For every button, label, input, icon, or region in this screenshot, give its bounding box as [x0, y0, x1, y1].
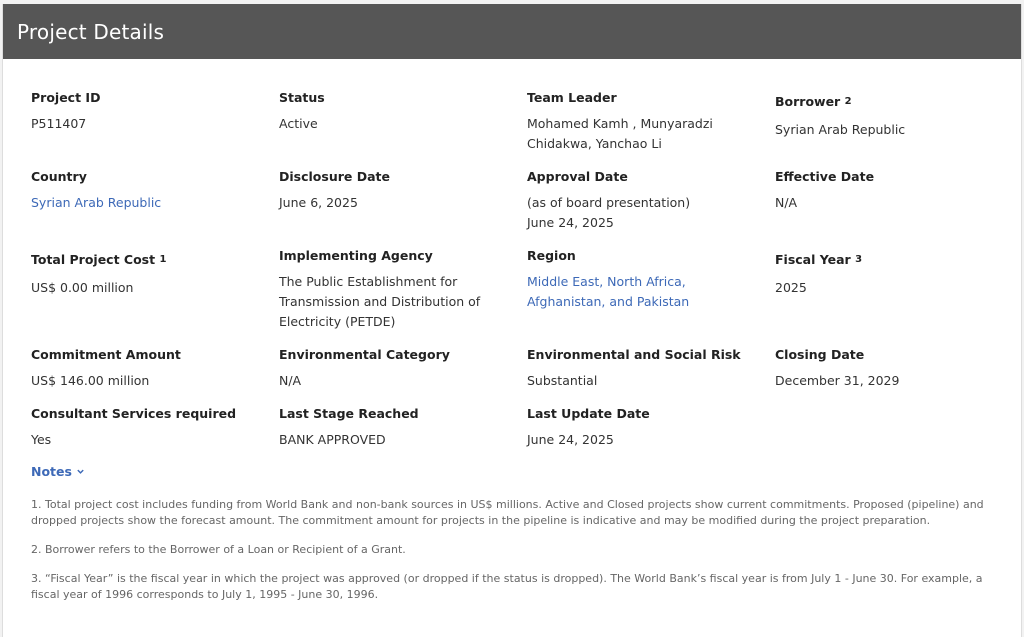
field-label: Status [279, 90, 325, 105]
field-value: Active [279, 116, 318, 131]
field-label: Region [527, 248, 576, 263]
field-country [31, 168, 271, 213]
field-status [279, 89, 519, 134]
approval-date-value: June 24, 2025 [527, 215, 614, 230]
field-effective-date [775, 168, 1015, 213]
field-label: Effective Date [775, 169, 875, 184]
field-label: Closing Date [775, 347, 865, 362]
field-env-social-risk [527, 346, 767, 391]
field-value: June 24, 2025 [527, 432, 614, 447]
note-item: 1. Total project cost includes funding from World Bank and non-bank sources in US$ millions. Active and Closed projects show current commitments. Proposed (pipeline) and dropped projects show the forecast amount. The commitment amount for projects in the pipeline is indicative and may be modified during the project preparation. [31, 498, 984, 527]
field-last-update [527, 405, 767, 450]
field-label: Country [31, 169, 87, 184]
field-label: Consultant Services required [31, 406, 237, 421]
field-value: The Public Establishment for Transmission and Distribution of Electricity (PETDE) [279, 274, 481, 329]
field-label: Last Stage Reached [279, 406, 419, 421]
field-value: Yes [31, 432, 52, 447]
field-project-id [31, 89, 271, 134]
field-label: Commitment Amount [31, 347, 181, 362]
field-borrower [775, 93, 1015, 140]
page-title: Project Details [17, 19, 165, 44]
region-link[interactable]: Middle East, North Africa, Afghanistan, and Pakistan [527, 274, 690, 309]
project-details-card [2, 4, 1022, 637]
field-approval-date [527, 168, 767, 233]
field-total-project-cost [31, 251, 271, 298]
field-label: Team Leader [527, 90, 617, 105]
footnote-ref: 3 [855, 254, 863, 265]
field-label: Project ID [31, 90, 101, 105]
field-team-leader [527, 89, 727, 154]
header-bar [3, 4, 1021, 59]
field-last-stage [279, 405, 519, 450]
field-value: Syrian Arab Republic [775, 122, 906, 137]
field-value: US$ 0.00 million [31, 280, 134, 295]
field-value: Mohamed Kamh , Munyaradzi Chidakwa, Yanchao Li [527, 116, 713, 151]
field-implementing-agency [279, 247, 494, 332]
field-label: Environmental and Social Risk [527, 347, 741, 362]
field-value: December 31, 2029 [775, 373, 900, 388]
field-label-text: Total Project Cost [31, 252, 156, 267]
field-value: June 6, 2025 [279, 195, 358, 210]
footnote-ref: 2 [844, 96, 852, 107]
field-label: Implementing Agency [279, 248, 433, 263]
field-disclosure-date [279, 168, 519, 213]
field-label [31, 251, 271, 270]
chevron-down-icon [76, 467, 85, 476]
field-value: N/A [775, 195, 798, 210]
field-label [775, 93, 1015, 112]
field-label: Approval Date [527, 169, 628, 184]
notes-toggle-label: Notes [31, 464, 72, 479]
field-value: Substantial [527, 373, 598, 388]
field-label [775, 251, 1015, 270]
field-value: P511407 [31, 116, 87, 131]
field-label-text: Fiscal Year [775, 252, 851, 267]
field-label: Last Update Date [527, 406, 650, 421]
footnote-ref: 1 [159, 254, 167, 265]
country-link[interactable]: Syrian Arab Republic [31, 195, 162, 210]
field-fiscal-year [775, 251, 1015, 298]
field-value [527, 193, 767, 233]
field-label: Environmental Category [279, 347, 450, 362]
field-value: 2025 [775, 280, 807, 295]
field-value: BANK APPROVED [279, 432, 386, 447]
field-environmental-category [279, 346, 519, 391]
field-closing-date [775, 346, 1015, 391]
notes-toggle[interactable] [31, 464, 85, 479]
field-value: N/A [279, 373, 302, 388]
field-region [527, 247, 727, 312]
field-commitment-amount [31, 346, 271, 391]
field-value: US$ 146.00 million [31, 373, 150, 388]
approval-date-note: (as of board presentation) [527, 195, 691, 210]
field-consultant-services [31, 405, 271, 450]
field-label: Disclosure Date [279, 169, 390, 184]
field-label-text: Borrower [775, 94, 841, 109]
note-item: 3. “Fiscal Year” is the fiscal year in which the project was approved (or dropped if the status is dropped). The World Bank’s fiscal year is from July 1 - June 30. For example, a fiscal year of 1996 corresponds to July 1, 1995 - June 30, 1996. [31, 572, 983, 601]
note-item: 2. Borrower refers to the Borrower of a Loan or Recipient of a Grant. [31, 543, 406, 556]
